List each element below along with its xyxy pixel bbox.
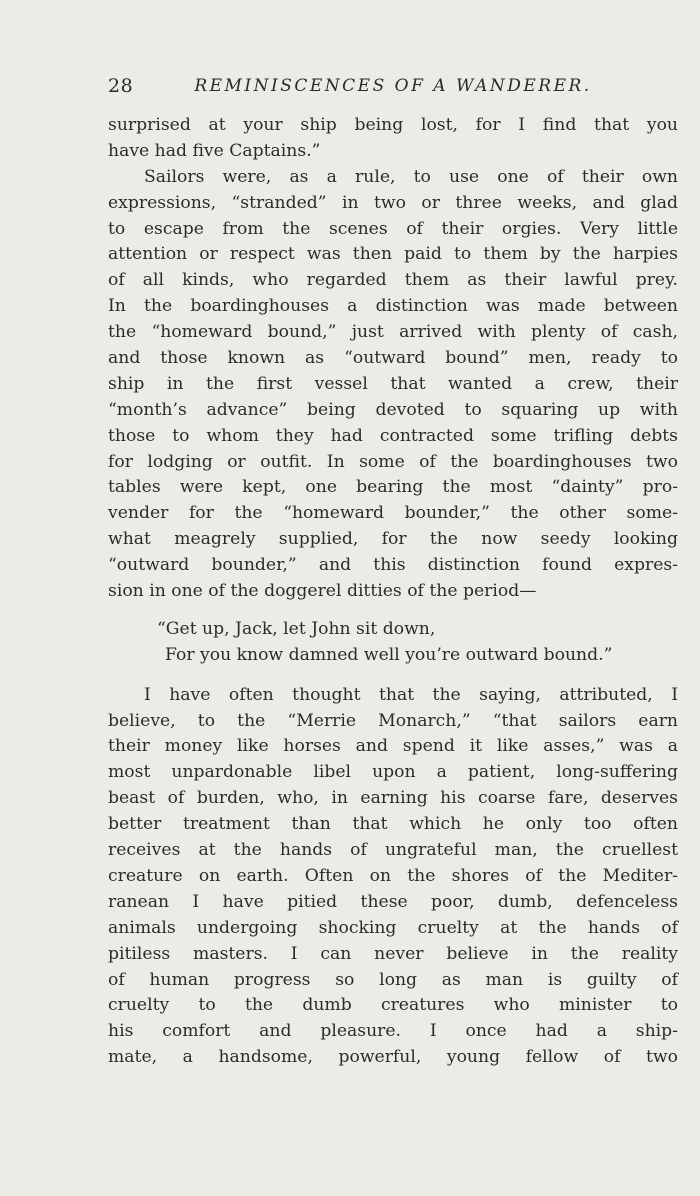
text-line: I have often thought that the saying, attributed, I: [144, 684, 678, 705]
text-line: Sailors were, as a rule, to use one of their own: [144, 166, 678, 187]
page-header: [108, 75, 678, 101]
text-line: believe, to the “Merrie Monarch,” “that sailors earn: [108, 710, 678, 731]
paragraph-3: [108, 683, 678, 1071]
text-line: his comfort and pleasure. I once had a ship-: [108, 1021, 678, 1042]
text-line: to escape from the scenes of their orgies. Very little: [108, 218, 678, 239]
text-line: ship in the first vessel that wanted a crew, their: [108, 373, 678, 394]
text-line: of human progress so long as man is guilty of: [108, 969, 678, 990]
text-line: for lodging or outfit. In some of the boardinghouses two: [108, 451, 678, 472]
text-line: and those known as “outward bound” men, ready to: [108, 348, 678, 369]
verse-line: “Get up, Jack, let John sit down,: [157, 618, 436, 639]
text-line: of all kinds, who regarded them as their lawful prey.: [108, 270, 678, 291]
text-line: “month’s advance” being devoted to squaring up with: [108, 399, 678, 420]
text-line: expressions, “stranded” in two or three weeks, and glad: [108, 192, 678, 213]
text-line: have had five Captains.”: [108, 140, 321, 161]
verse-quotation: [108, 617, 678, 669]
text-line: creature on earth. Often on the shores of the Mediter-: [108, 865, 678, 886]
text-line: attention or respect was then paid to them by the harpies: [108, 244, 678, 265]
text-line: pitiless masters. I can never believe in the reality: [108, 943, 678, 964]
paragraph-1: [108, 113, 678, 165]
text-line: most unpardonable libel upon a patient, long-suffering: [108, 762, 678, 783]
verse-line: For you know damned well you’re outward bound.”: [165, 644, 613, 665]
text-line: In the boardinghouses a distinction was made between: [108, 296, 678, 317]
body-text: [108, 113, 678, 1071]
text-line: beast of burden, who, in earning his coarse fare, deserves: [108, 788, 678, 809]
page-number: 28: [108, 75, 134, 97]
running-head: REMINISCENCES OF A WANDERER.: [194, 76, 592, 96]
text-line: the “homeward bound,” just arrived with plenty of cash,: [108, 322, 678, 343]
text-line: ranean I have pitied these poor, dumb, defenceless: [108, 891, 678, 912]
text-line: sion in one of the doggerel ditties of the period—: [108, 581, 537, 602]
text-line: their money like horses and spend it like asses,” was a: [108, 736, 678, 757]
text-line: animals undergoing shocking cruelty at the hands of: [108, 917, 678, 938]
text-line: surprised at your ship being lost, for I find that you: [108, 115, 678, 135]
text-line: what meagrely supplied, for the now seedy looking: [108, 529, 678, 550]
text-line: better treatment than that which he only too often: [108, 814, 678, 835]
text-line: tables were kept, one bearing the most “dainty” pro-: [108, 477, 678, 498]
text-line: receives at the hands of ungrateful man, the cruellest: [108, 840, 678, 861]
text-line: cruelty to the dumb creatures who minister to: [108, 995, 678, 1016]
paragraph-2: [108, 165, 678, 605]
text-line: those to whom they had contracted some trifling debts: [108, 425, 678, 446]
text-line: vender for the “homeward bounder,” the other some-: [108, 503, 678, 524]
text-line: “outward bounder,” and this distinction found expres-: [108, 555, 678, 576]
text-line: mate, a handsome, powerful, young fellow of two: [108, 1047, 678, 1068]
